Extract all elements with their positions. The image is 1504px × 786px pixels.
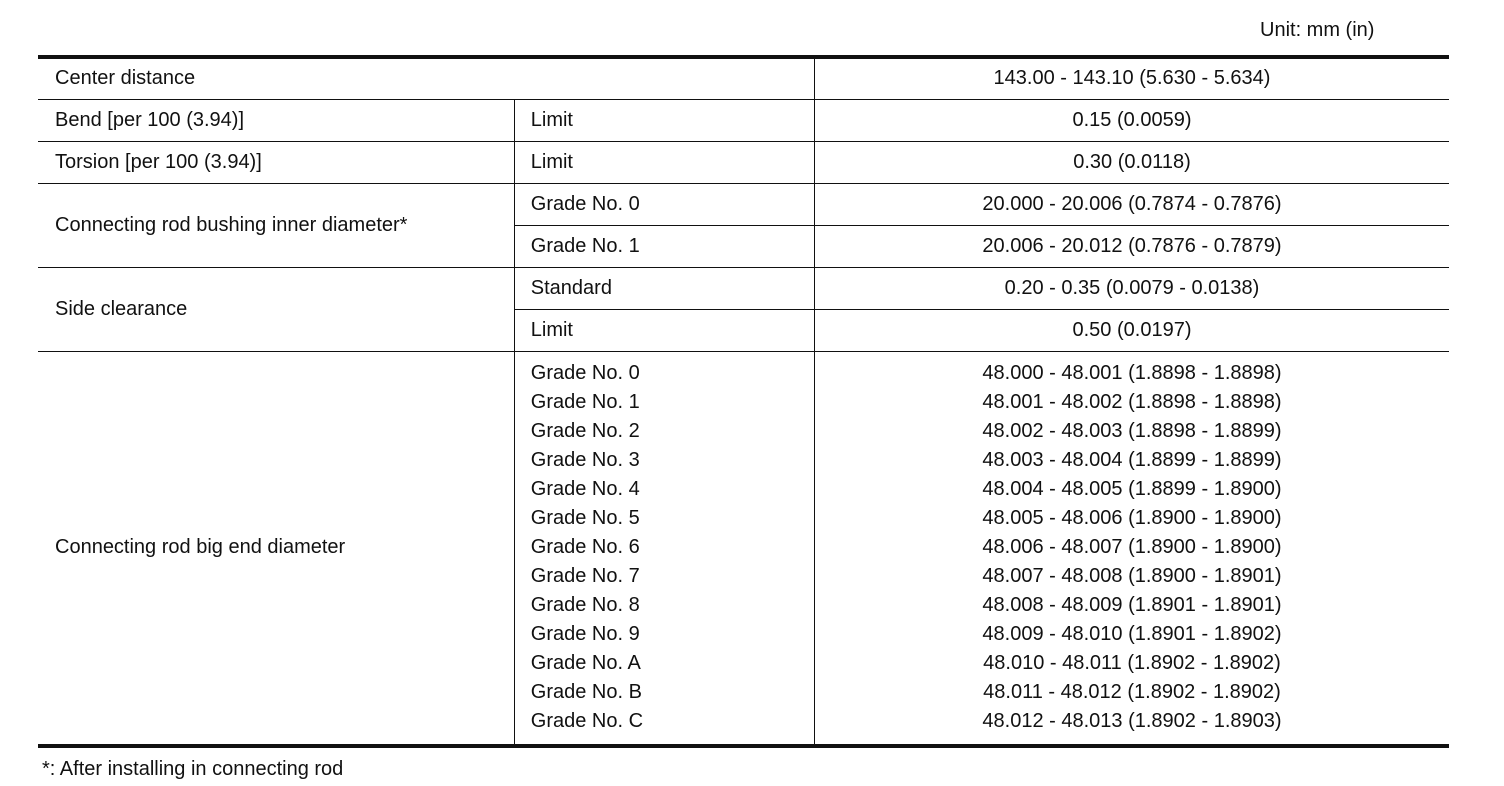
big-end-value: 48.008 - 48.009 (1.8901 - 1.8901) bbox=[982, 593, 1282, 616]
side-clearance-sub-1: Limit bbox=[514, 309, 814, 351]
big-end-grade: Grade No. 1 bbox=[530, 390, 640, 413]
big-end-grade: Grade No. 6 bbox=[530, 535, 640, 558]
big-end-grades bbox=[514, 351, 814, 746]
bend-label: Bend [per 100 (3.94)] bbox=[38, 99, 514, 141]
big-end-grade: Grade No. 9 bbox=[530, 622, 640, 645]
big-end-value: 48.005 - 48.006 (1.8900 - 1.8900) bbox=[982, 506, 1282, 529]
bushing-value-1: 20.006 - 20.012 (0.7876 - 0.7879) bbox=[814, 225, 1449, 267]
big-end-grade: Grade No. B bbox=[530, 680, 642, 703]
big-end-value: 48.007 - 48.008 (1.8900 - 1.8901) bbox=[982, 564, 1282, 587]
big-end-value: 48.009 - 48.010 (1.8901 - 1.8902) bbox=[982, 622, 1282, 645]
big-end-value: 48.011 - 48.012 (1.8902 - 1.8902) bbox=[983, 680, 1281, 703]
big-end-grade: Grade No. 8 bbox=[530, 593, 640, 616]
bend-sub: Limit bbox=[514, 99, 814, 141]
torsion-sub: Limit bbox=[514, 141, 814, 183]
big-end-grade: Grade No. 3 bbox=[530, 448, 640, 471]
big-end-grade: Grade No. 0 bbox=[530, 361, 640, 384]
big-end-label: Connecting rod big end diameter bbox=[38, 351, 514, 746]
side-clearance-value-1: 0.50 (0.0197) bbox=[814, 309, 1449, 351]
big-end-grade: Grade No. C bbox=[530, 709, 644, 732]
bushing-value-0: 20.000 - 20.006 (0.7874 - 0.7876) bbox=[814, 183, 1449, 225]
big-end-value: 48.004 - 48.005 (1.8899 - 1.8900) bbox=[982, 477, 1282, 500]
bend-value: 0.15 (0.0059) bbox=[814, 99, 1449, 141]
big-end-grade: Grade No. 2 bbox=[530, 419, 640, 442]
side-clearance-sub-0: Standard bbox=[514, 267, 814, 309]
big-end-values bbox=[814, 351, 1449, 746]
unit-label: Unit: mm (in) bbox=[1260, 19, 1375, 41]
side-clearance-label: Side clearance bbox=[38, 267, 514, 351]
big-end-value: 48.003 - 48.004 (1.8899 - 1.8899) bbox=[982, 448, 1282, 471]
table-row-center-distance bbox=[38, 57, 1449, 99]
big-end-value: 48.000 - 48.001 (1.8898 - 1.8898) bbox=[982, 361, 1282, 384]
bushing-sub-1: Grade No. 1 bbox=[514, 225, 814, 267]
side-clearance-value-0: 0.20 - 0.35 (0.0079 - 0.0138) bbox=[814, 267, 1449, 309]
big-end-value: 48.006 - 48.007 (1.8900 - 1.8900) bbox=[982, 535, 1282, 558]
footnote: *: After installing in connecting rod bbox=[42, 758, 344, 780]
big-end-grade: Grade No. A bbox=[530, 651, 641, 674]
table-row-bushing-0 bbox=[38, 183, 1449, 225]
big-end-value: 48.010 - 48.011 (1.8902 - 1.8902) bbox=[983, 651, 1281, 674]
center-distance-label: Center distance bbox=[38, 57, 814, 99]
bushing-sub-0: Grade No. 0 bbox=[514, 183, 814, 225]
table-row-big-end bbox=[38, 351, 1449, 746]
big-end-grade: Grade No. 4 bbox=[530, 477, 640, 500]
spec-table bbox=[38, 55, 1449, 748]
table-row-torsion bbox=[38, 141, 1449, 183]
big-end-value: 48.002 - 48.003 (1.8898 - 1.8899) bbox=[982, 419, 1282, 442]
bushing-label: Connecting rod bushing inner diameter* bbox=[38, 183, 514, 267]
big-end-grade: Grade No. 5 bbox=[530, 506, 640, 529]
big-end-value: 48.001 - 48.002 (1.8898 - 1.8898) bbox=[982, 390, 1282, 413]
table-row-side-clearance-0 bbox=[38, 267, 1449, 309]
table-row-bend bbox=[38, 99, 1449, 141]
big-end-value: 48.012 - 48.013 (1.8902 - 1.8903) bbox=[982, 709, 1282, 732]
big-end-grade: Grade No. 7 bbox=[530, 564, 640, 587]
torsion-value: 0.30 (0.0118) bbox=[814, 141, 1449, 183]
torsion-label: Torsion [per 100 (3.94)] bbox=[38, 141, 514, 183]
center-distance-value: 143.00 - 143.10 (5.630 - 5.634) bbox=[814, 57, 1449, 99]
